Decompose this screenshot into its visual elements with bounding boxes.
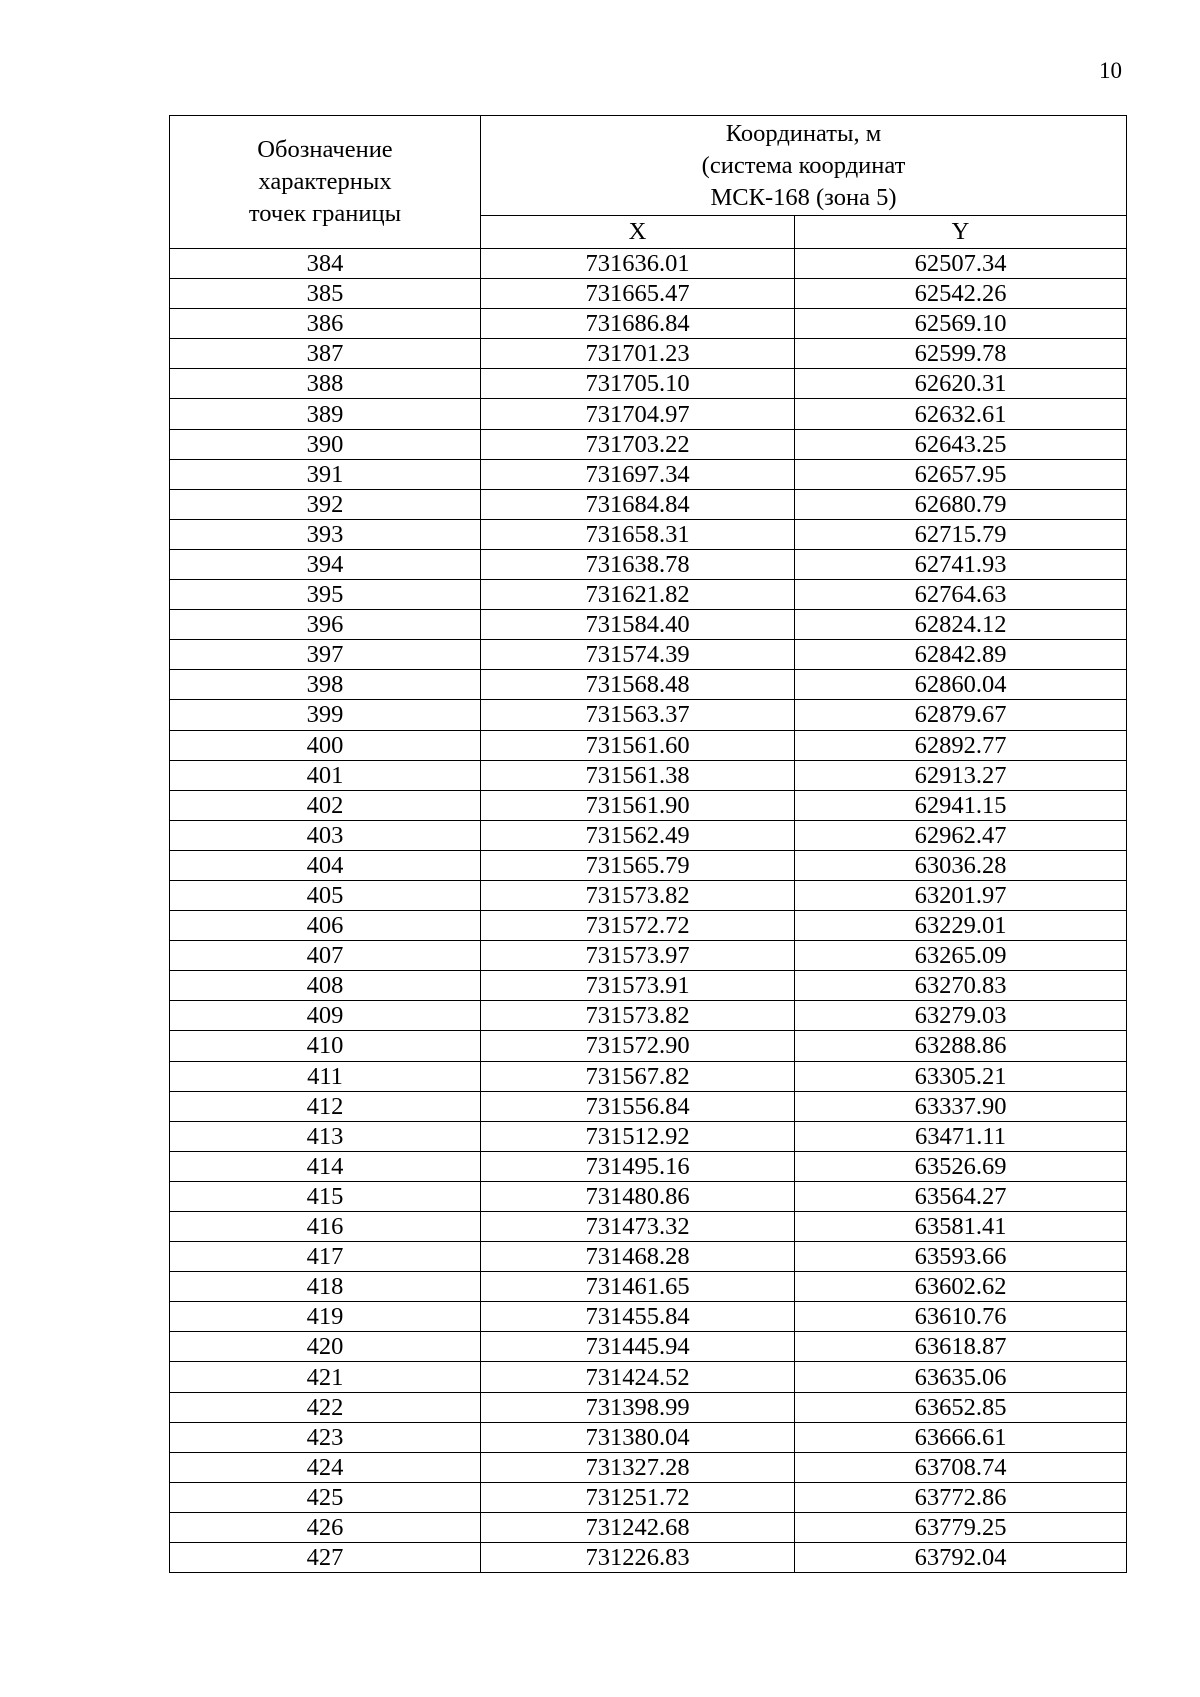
y-coordinate-cell: 62643.25 (795, 429, 1127, 459)
x-coordinate-cell: 731686.84 (481, 309, 795, 339)
table-row (170, 610, 1127, 640)
x-coordinate-cell: 731226.83 (481, 1543, 795, 1573)
y-column-header: Y (795, 216, 1127, 249)
table-row (170, 971, 1127, 1001)
table-row (170, 760, 1127, 790)
y-coordinate-cell: 63471.11 (795, 1121, 1127, 1151)
table-row (170, 279, 1127, 309)
x-coordinate-cell: 731621.82 (481, 580, 795, 610)
table-row (170, 1091, 1127, 1121)
point-number-cell: 417 (170, 1242, 481, 1272)
table-header (170, 116, 1127, 249)
point-number-cell: 419 (170, 1302, 481, 1332)
x-coordinate-cell: 731697.34 (481, 459, 795, 489)
point-header-line: точек границы (248, 200, 402, 227)
point-number-cell: 398 (170, 670, 481, 700)
y-coordinate-cell: 63652.85 (795, 1392, 1127, 1422)
y-coordinate-cell: 62962.47 (795, 820, 1127, 850)
x-coordinate-cell: 731563.37 (481, 700, 795, 730)
point-number-cell: 405 (170, 880, 481, 910)
table-row (170, 1422, 1127, 1452)
x-coordinate-cell: 731495.16 (481, 1151, 795, 1181)
point-number-cell: 420 (170, 1332, 481, 1362)
point-number-cell: 385 (170, 279, 481, 309)
table-row (170, 1212, 1127, 1242)
table-row (170, 790, 1127, 820)
x-coordinate-cell: 731573.91 (481, 971, 795, 1001)
y-coordinate-cell: 62569.10 (795, 309, 1127, 339)
y-coordinate-cell: 63564.27 (795, 1181, 1127, 1211)
y-coordinate-cell: 63772.86 (795, 1482, 1127, 1512)
point-number-cell: 399 (170, 700, 481, 730)
y-coordinate-cell: 62620.31 (795, 369, 1127, 399)
y-coordinate-cell: 62842.89 (795, 640, 1127, 670)
point-number-cell: 407 (170, 941, 481, 971)
y-coordinate-cell: 62879.67 (795, 700, 1127, 730)
x-coordinate-cell: 731572.72 (481, 911, 795, 941)
table-row (170, 249, 1127, 279)
table-row (170, 1121, 1127, 1151)
y-coordinate-cell: 62507.34 (795, 249, 1127, 279)
x-coordinate-cell: 731568.48 (481, 670, 795, 700)
coordinates-table (169, 115, 1127, 1573)
table-row (170, 429, 1127, 459)
y-coordinate-cell: 63618.87 (795, 1332, 1127, 1362)
table-row (170, 459, 1127, 489)
point-header-line: характерных (258, 168, 392, 195)
x-coordinate-cell: 731561.38 (481, 760, 795, 790)
table-row (170, 369, 1127, 399)
x-coordinate-cell: 731327.28 (481, 1452, 795, 1482)
point-number-cell: 392 (170, 489, 481, 519)
table-row (170, 1151, 1127, 1181)
y-coordinate-cell: 62860.04 (795, 670, 1127, 700)
coords-header-line: Координаты, м (725, 119, 882, 147)
x-coordinate-cell: 731461.65 (481, 1272, 795, 1302)
x-coordinate-cell: 731665.47 (481, 279, 795, 309)
x-coordinate-cell: 731480.86 (481, 1181, 795, 1211)
x-coordinate-cell: 731512.92 (481, 1121, 795, 1151)
point-number-cell: 389 (170, 399, 481, 429)
table-row (170, 820, 1127, 850)
x-coordinate-cell: 731572.90 (481, 1031, 795, 1061)
coords-header-line: МСК-168 (зона 5) (710, 183, 897, 211)
table-row (170, 1242, 1127, 1272)
x-coordinate-cell: 731584.40 (481, 610, 795, 640)
x-coordinate-cell: 731455.84 (481, 1302, 795, 1332)
y-coordinate-cell: 63036.28 (795, 850, 1127, 880)
point-number-cell: 412 (170, 1091, 481, 1121)
table-body (170, 249, 1127, 1573)
y-coordinate-cell: 62599.78 (795, 339, 1127, 369)
table-row (170, 730, 1127, 760)
coordinates-header (481, 116, 1127, 216)
x-coordinate-cell: 731424.52 (481, 1362, 795, 1392)
table-row (170, 309, 1127, 339)
point-number-cell: 406 (170, 911, 481, 941)
point-number-cell: 388 (170, 369, 481, 399)
y-coordinate-cell: 63593.66 (795, 1242, 1127, 1272)
point-number-cell: 413 (170, 1121, 481, 1151)
y-coordinate-cell: 63201.97 (795, 880, 1127, 910)
point-number-cell: 408 (170, 971, 481, 1001)
x-coordinate-cell: 731242.68 (481, 1512, 795, 1542)
table-row (170, 1001, 1127, 1031)
y-coordinate-cell: 63305.21 (795, 1061, 1127, 1091)
point-number-cell: 396 (170, 610, 481, 640)
point-number-cell: 410 (170, 1031, 481, 1061)
x-coordinate-cell: 731473.32 (481, 1212, 795, 1242)
y-coordinate-cell: 63337.90 (795, 1091, 1127, 1121)
table-row (170, 1543, 1127, 1573)
table-row (170, 941, 1127, 971)
point-number-cell: 402 (170, 790, 481, 820)
y-coordinate-cell: 62632.61 (795, 399, 1127, 429)
point-number-cell: 404 (170, 850, 481, 880)
x-coordinate-cell: 731573.82 (481, 880, 795, 910)
table-row (170, 1452, 1127, 1482)
x-coordinate-cell: 731445.94 (481, 1332, 795, 1362)
x-coordinate-cell: 731561.90 (481, 790, 795, 820)
x-coordinate-cell: 731561.60 (481, 730, 795, 760)
table-row (170, 399, 1127, 429)
y-coordinate-cell: 63792.04 (795, 1543, 1127, 1573)
x-coordinate-cell: 731251.72 (481, 1482, 795, 1512)
point-number-cell: 397 (170, 640, 481, 670)
x-coordinate-cell: 731658.31 (481, 519, 795, 549)
point-number-cell: 394 (170, 549, 481, 579)
table-row (170, 670, 1127, 700)
point-number-cell: 424 (170, 1452, 481, 1482)
y-coordinate-cell: 63265.09 (795, 941, 1127, 971)
y-coordinate-cell: 62680.79 (795, 489, 1127, 519)
y-coordinate-cell: 63610.76 (795, 1302, 1127, 1332)
y-coordinate-cell: 62892.77 (795, 730, 1127, 760)
table-row (170, 1362, 1127, 1392)
x-coordinate-cell: 731573.82 (481, 1001, 795, 1031)
table-row (170, 911, 1127, 941)
y-coordinate-cell: 62824.12 (795, 610, 1127, 640)
x-coordinate-cell: 731573.97 (481, 941, 795, 971)
table-row (170, 489, 1127, 519)
table-row (170, 339, 1127, 369)
y-coordinate-cell: 63279.03 (795, 1001, 1127, 1031)
y-coordinate-cell: 63270.83 (795, 971, 1127, 1001)
y-coordinate-cell: 62542.26 (795, 279, 1127, 309)
x-coordinate-cell: 731398.99 (481, 1392, 795, 1422)
table-row (170, 880, 1127, 910)
table-row (170, 1181, 1127, 1211)
point-number-cell: 423 (170, 1422, 481, 1452)
y-coordinate-cell: 63288.86 (795, 1031, 1127, 1061)
y-coordinate-cell: 63779.25 (795, 1512, 1127, 1542)
page-number: 10 (1099, 58, 1122, 83)
y-coordinate-cell: 63602.62 (795, 1272, 1127, 1302)
point-number-cell: 418 (170, 1272, 481, 1302)
y-coordinate-cell: 62913.27 (795, 760, 1127, 790)
x-coordinate-cell: 731636.01 (481, 249, 795, 279)
table-row (170, 640, 1127, 670)
table-row (170, 1482, 1127, 1512)
y-coordinate-cell: 62941.15 (795, 790, 1127, 820)
y-coordinate-cell: 62741.93 (795, 549, 1127, 579)
x-coordinate-cell: 731704.97 (481, 399, 795, 429)
x-coordinate-cell: 731701.23 (481, 339, 795, 369)
table-row (170, 1302, 1127, 1332)
point-number-cell: 390 (170, 429, 481, 459)
point-number-cell: 426 (170, 1512, 481, 1542)
y-coordinate-cell: 63229.01 (795, 911, 1127, 941)
x-coordinate-cell: 731638.78 (481, 549, 795, 579)
table-row (170, 1332, 1127, 1362)
x-coordinate-cell: 731703.22 (481, 429, 795, 459)
point-number-cell: 400 (170, 730, 481, 760)
y-coordinate-cell: 62764.63 (795, 580, 1127, 610)
table-row (170, 580, 1127, 610)
point-designation-header (170, 116, 481, 249)
table-row (170, 1272, 1127, 1302)
point-number-cell: 391 (170, 459, 481, 489)
point-number-cell: 386 (170, 309, 481, 339)
x-column-header: X (481, 216, 795, 249)
x-coordinate-cell: 731565.79 (481, 850, 795, 880)
y-coordinate-cell: 63635.06 (795, 1362, 1127, 1392)
x-coordinate-cell: 731468.28 (481, 1242, 795, 1272)
point-number-cell: 425 (170, 1482, 481, 1512)
table-row (170, 549, 1127, 579)
point-number-cell: 416 (170, 1212, 481, 1242)
point-number-cell: 415 (170, 1181, 481, 1211)
point-number-cell: 421 (170, 1362, 481, 1392)
point-number-cell: 414 (170, 1151, 481, 1181)
point-number-cell: 387 (170, 339, 481, 369)
point-header-line: Обозначение (257, 136, 393, 163)
x-coordinate-cell: 731380.04 (481, 1422, 795, 1452)
table-row (170, 1061, 1127, 1091)
x-coordinate-cell: 731556.84 (481, 1091, 795, 1121)
table-row (170, 519, 1127, 549)
point-number-cell: 395 (170, 580, 481, 610)
y-coordinate-cell: 63666.61 (795, 1422, 1127, 1452)
table-row (170, 1031, 1127, 1061)
point-number-cell: 427 (170, 1543, 481, 1573)
coords-header-line: (система координат (701, 151, 906, 179)
table-row (170, 1512, 1127, 1542)
point-number-cell: 409 (170, 1001, 481, 1031)
x-coordinate-cell: 731562.49 (481, 820, 795, 850)
y-coordinate-cell: 63526.69 (795, 1151, 1127, 1181)
table-row (170, 1392, 1127, 1422)
point-number-cell: 403 (170, 820, 481, 850)
x-coordinate-cell: 731684.84 (481, 489, 795, 519)
x-coordinate-cell: 731705.10 (481, 369, 795, 399)
point-number-cell: 411 (170, 1061, 481, 1091)
x-coordinate-cell: 731574.39 (481, 640, 795, 670)
point-number-cell: 401 (170, 760, 481, 790)
y-coordinate-cell: 62715.79 (795, 519, 1127, 549)
y-coordinate-cell: 63581.41 (795, 1212, 1127, 1242)
point-number-cell: 393 (170, 519, 481, 549)
x-coordinate-cell: 731567.82 (481, 1061, 795, 1091)
table-row (170, 850, 1127, 880)
point-number-cell: 384 (170, 249, 481, 279)
y-coordinate-cell: 63708.74 (795, 1452, 1127, 1482)
table-row (170, 700, 1127, 730)
point-number-cell: 422 (170, 1392, 481, 1422)
y-coordinate-cell: 62657.95 (795, 459, 1127, 489)
